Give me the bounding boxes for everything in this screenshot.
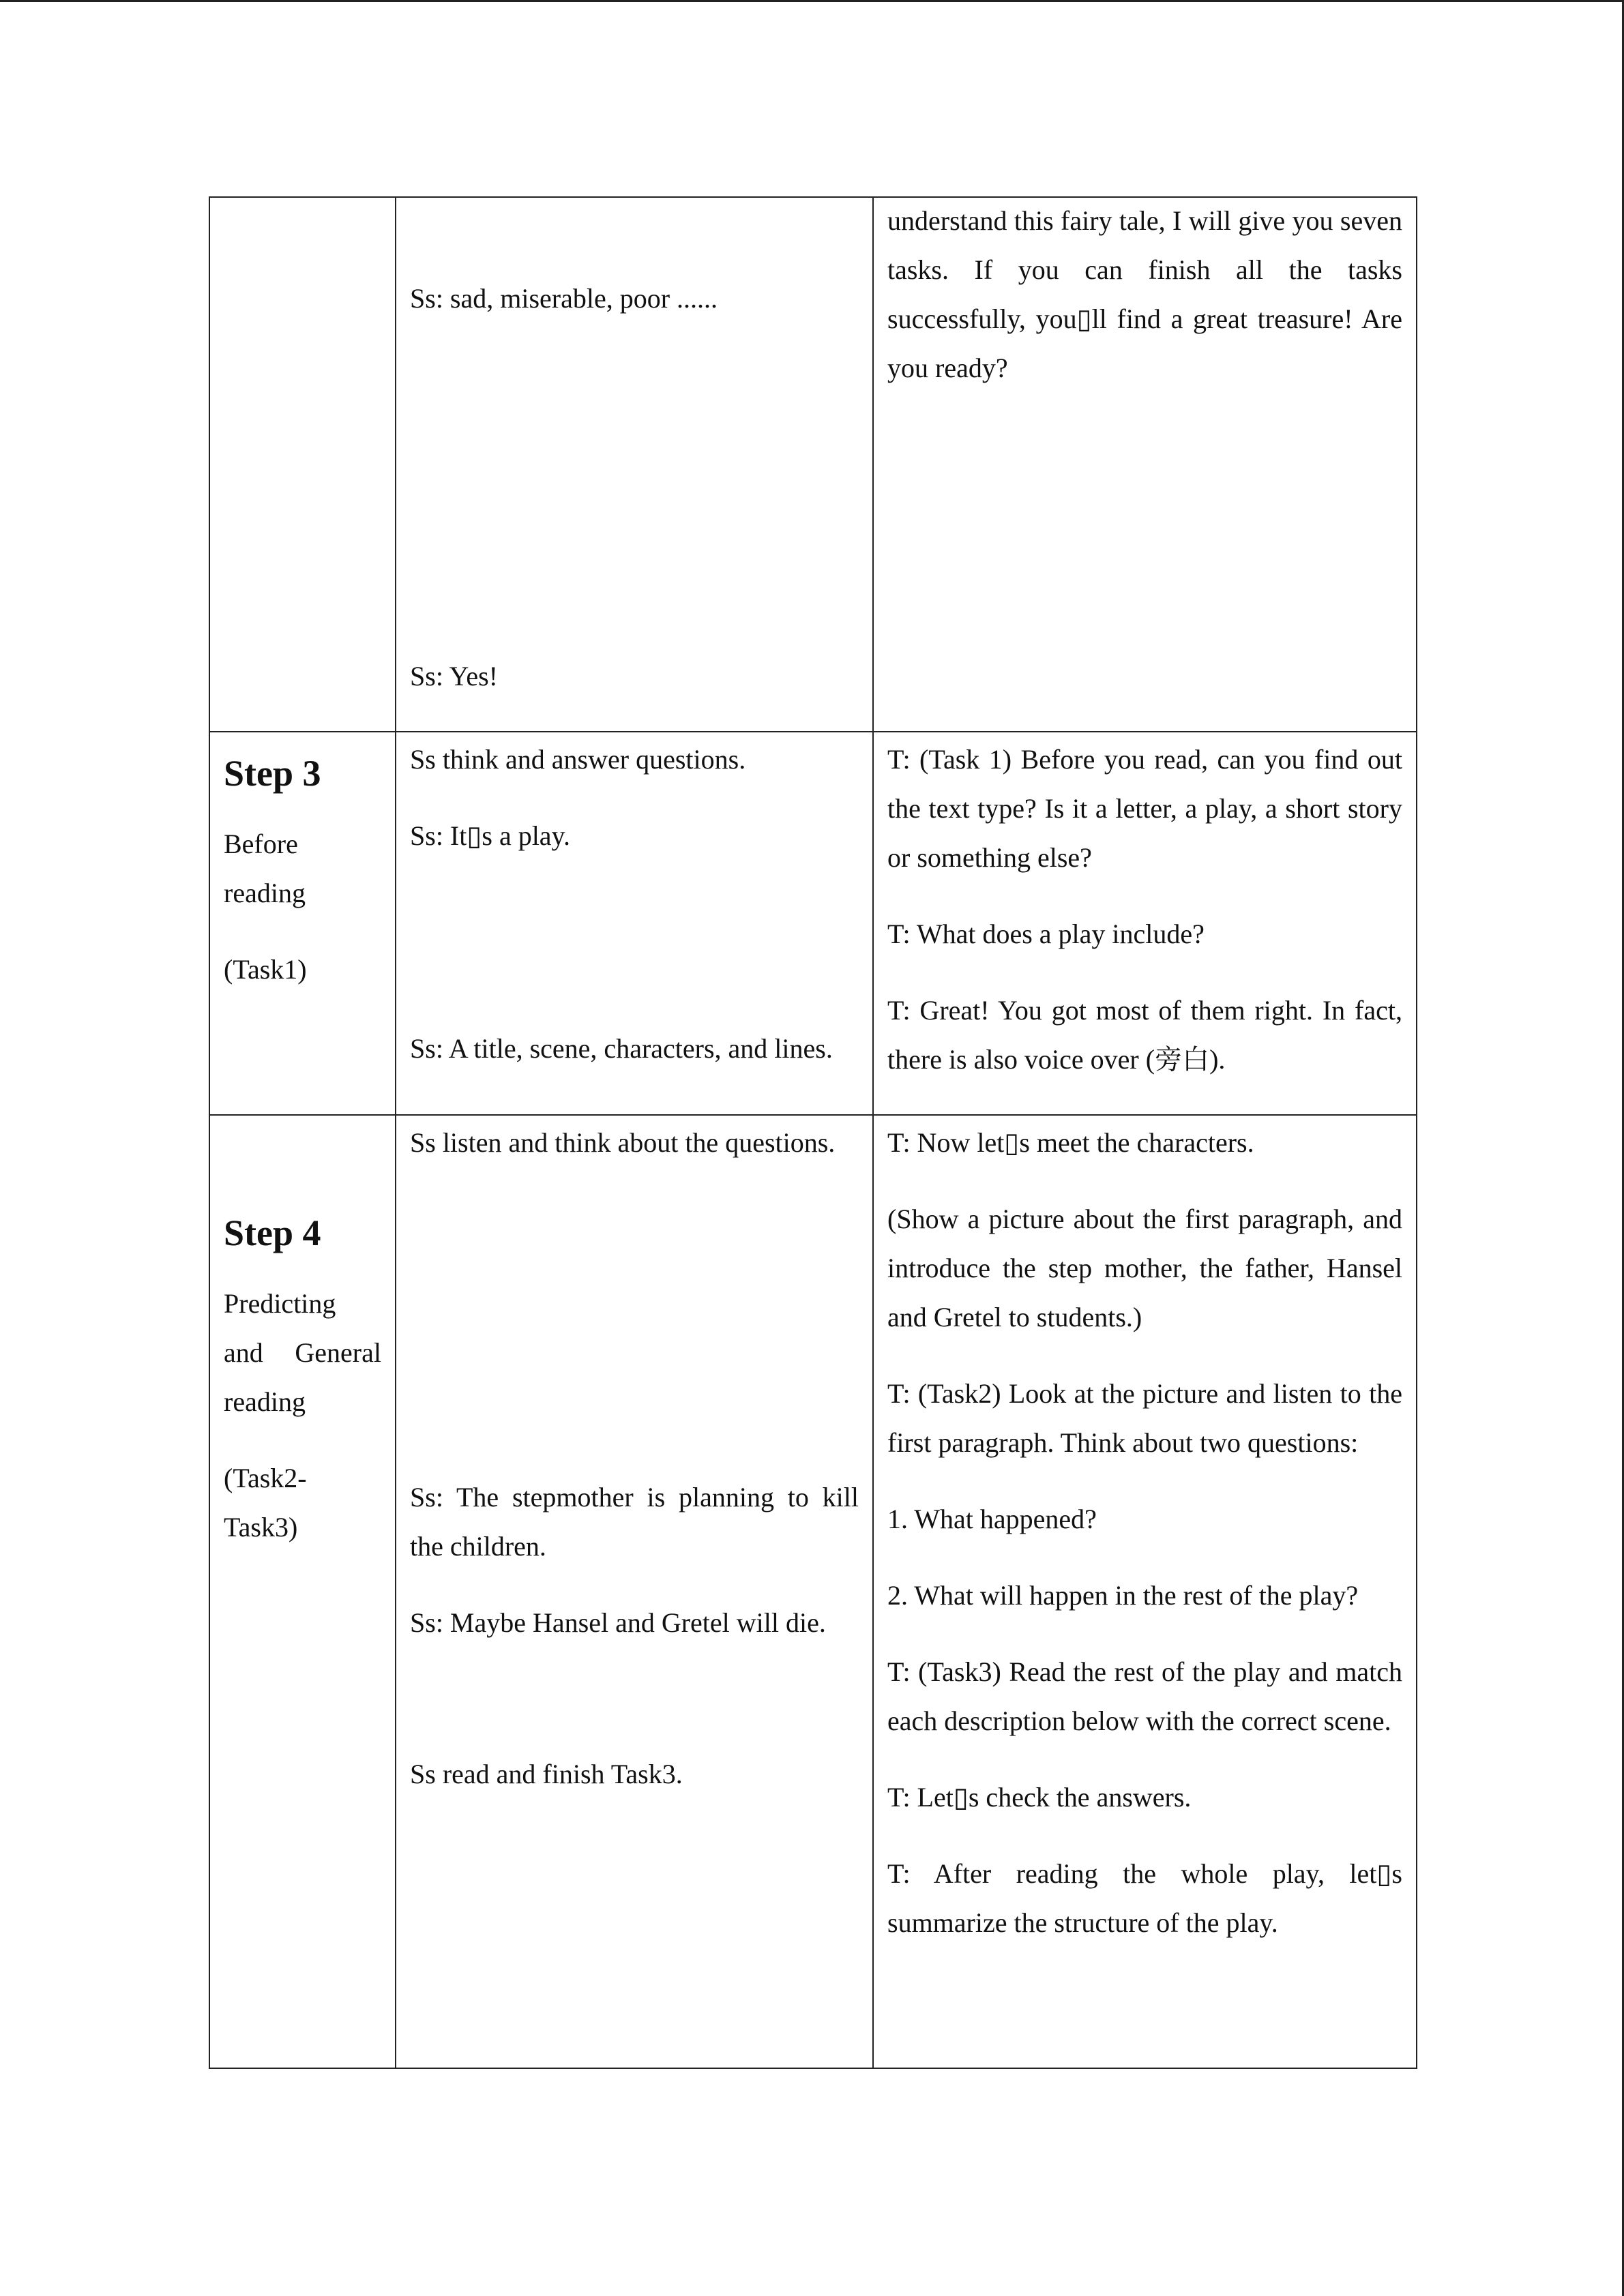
- table-row: [209, 732, 1417, 1115]
- step-title: Step 3: [224, 753, 321, 794]
- step-name: Predicting and General reading: [224, 1288, 381, 1417]
- student-line: Ss listen and think about the questions.: [410, 1127, 836, 1158]
- lesson-plan-table: [209, 196, 1417, 2069]
- teacher-activity-cell: [873, 197, 1417, 732]
- student-line: Ss: It▯s a play.: [410, 820, 570, 851]
- student-line: Ss: sad, miserable, poor ......: [410, 283, 718, 314]
- step-cell: [209, 732, 396, 1115]
- teacher-line: understand this fairy tale, I will give you seven tasks. If you can finish all the tasks successfully, you▯ll find a great treasure! Are you ready?: [887, 205, 1402, 383]
- teacher-line: 1. What happened?: [887, 1504, 1097, 1534]
- teacher-line: T: Let▯s check the answers.: [887, 1782, 1192, 1813]
- teacher-line: T: (Task 1) Before you read, can you find out the text type? Is it a letter, a play, a short story or something else?: [887, 744, 1402, 873]
- students-activity-cell: [396, 197, 873, 732]
- teacher-line: T: Great! You got most of them right. In fact, there is also voice over (旁白).: [887, 995, 1402, 1075]
- student-line: Ss: Yes!: [410, 661, 498, 691]
- teacher-activity-cell: [873, 732, 1417, 1115]
- teacher-line: T: Now let▯s meet the characters.: [887, 1127, 1254, 1158]
- student-line: Ss think and answer questions.: [410, 744, 746, 775]
- step-name: Before reading: [224, 829, 306, 908]
- page-top-border: [0, 0, 1624, 2]
- step-task: (Task2- Task3): [224, 1463, 307, 1542]
- student-line: Ss: Maybe Hansel and Gretel will die.: [410, 1607, 826, 1638]
- teacher-line: (Show a picture about the first paragraph, and introduce the step mother, the father, Hansel and Gretel to students.): [887, 1204, 1402, 1332]
- step-cell: [209, 197, 396, 732]
- student-line: Ss read and finish Task3.: [410, 1759, 683, 1789]
- teacher-line: T: (Task2) Look at the picture and listen to the first paragraph. Think about two questions:: [887, 1378, 1402, 1458]
- table-row: [209, 197, 1417, 732]
- student-line: Ss: A title, scene, characters, and lines.: [410, 1033, 833, 1064]
- step-task: (Task1): [224, 954, 307, 985]
- table-row: [209, 1115, 1417, 2068]
- teacher-line: T: (Task3) Read the rest of the play and match each description below with the correct scene.: [887, 1656, 1402, 1736]
- step-title: Step 4: [224, 1212, 321, 1253]
- teacher-line: T: What does a play include?: [887, 919, 1205, 949]
- student-line: Ss: The stepmother is planning to kill the children.: [410, 1482, 859, 1562]
- teacher-line: T: After reading the whole play, let▯s summarize the structure of the play.: [887, 1858, 1402, 1938]
- students-activity-cell: [396, 1115, 873, 2068]
- students-activity-cell: [396, 732, 873, 1115]
- teacher-activity-cell: [873, 1115, 1417, 2068]
- step-cell: [209, 1115, 396, 2068]
- teacher-line: 2. What will happen in the rest of the play?: [887, 1580, 1359, 1611]
